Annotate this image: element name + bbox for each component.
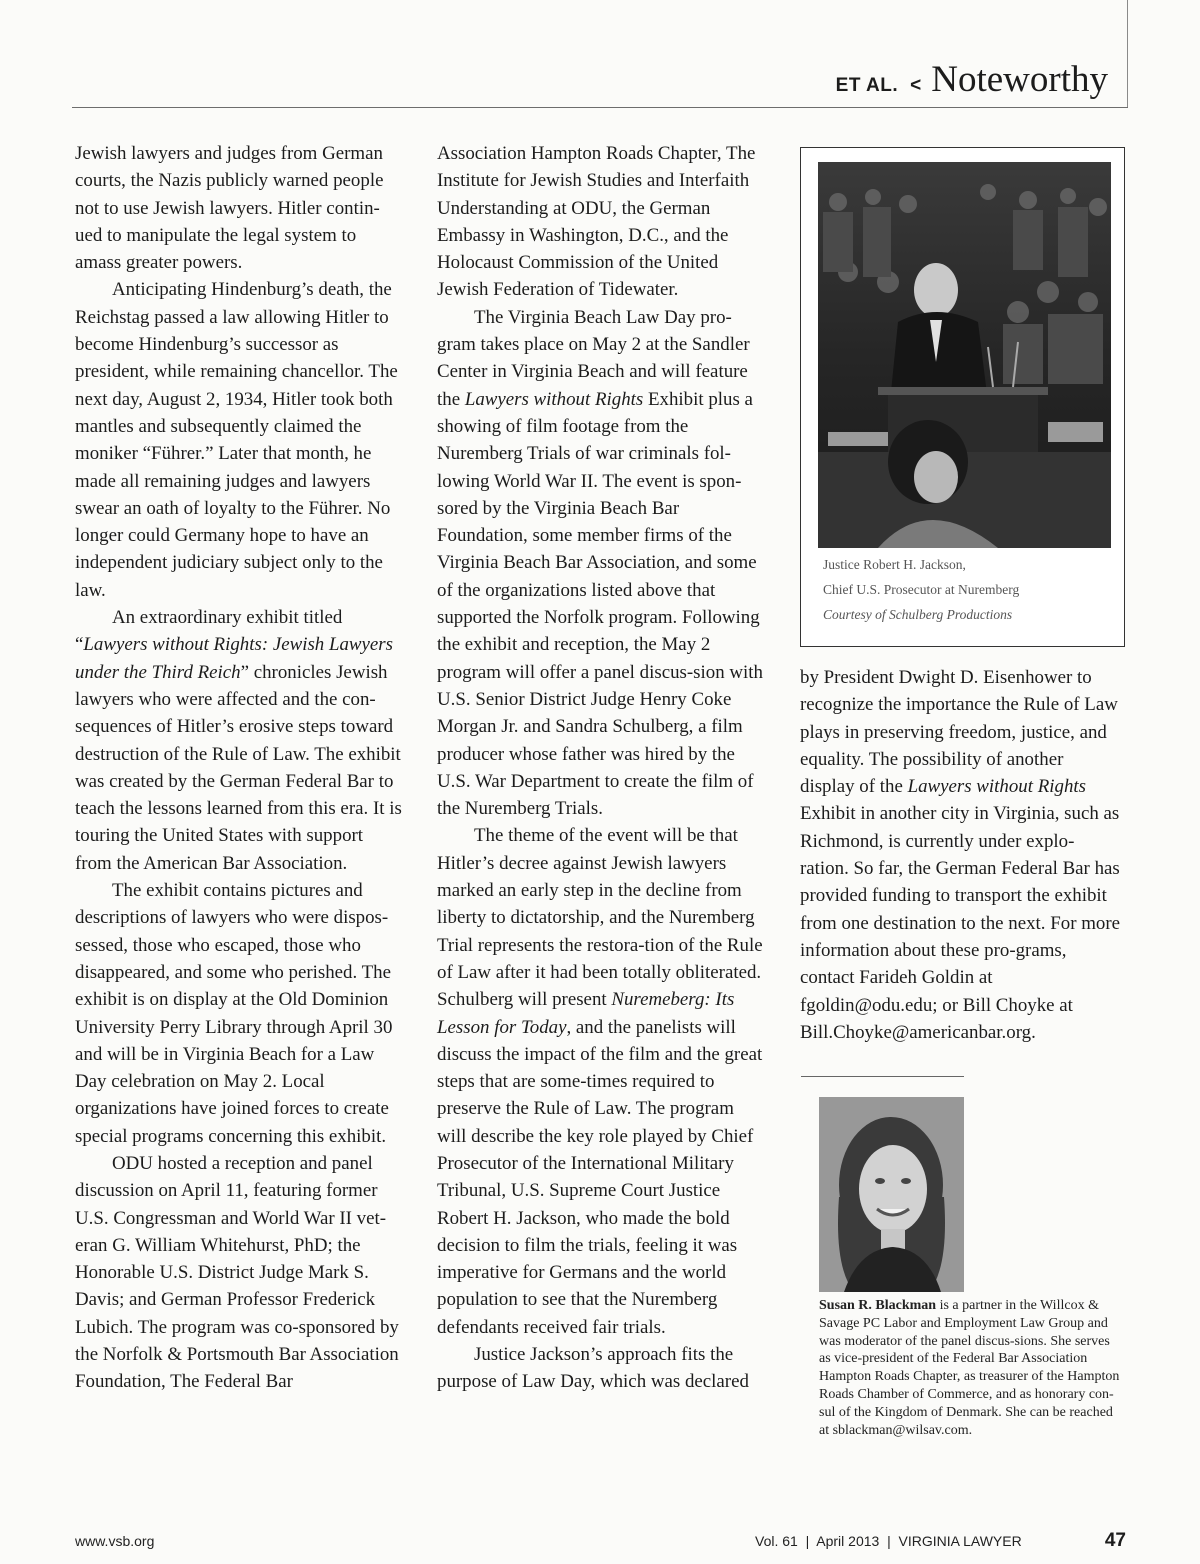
film-title: Nuremeberg: Its Lesson for Today [437,989,735,1038]
header-rule [72,107,1128,108]
paragraph: Anticipating Hindenburg’s death, the Reichstag passed a law allowing Hitler to become Hindenburg’s successor as president, while remaining chancellor. The next day, August 2, 1934, Hitler took both mantles and subsequently claimed the moniker “Führer.” Later that month, he made all remaining judges and lawyers swear an oath of loyalty to the Führer. No longer could Germany hope to have an independent judiciary subject only to the law. [75,279,398,601]
photo-box-jackson [800,147,1125,647]
author-portrait [819,1097,964,1292]
section-header [836,58,1108,101]
paragraph: Jewish lawyers and judges from German courts, the Nazis publicly warned people not to use Jewish lawyers. Hitler contin-ued to manipulate the legal system to amass greater powers. [75,143,384,274]
section-title: Noteworthy [931,59,1108,100]
nuremberg-courtroom-photo [818,162,1111,548]
paragraph: ODU hosted a reception and panel discussion on April 11, featuring former U.S. Congressman and World War II vet-eran G. William Whitehurst, PhD; the Honorable U.S. District Judge Mark S. Davis; and German Professor Frederick Lubich. The program was co-sponsored by the Norfolk & Portsmouth Bar Association Foundation, The Federal Bar [75,1152,399,1393]
chevron-left-icon: < [910,75,922,96]
article-column-2 [437,140,765,1396]
footer-volume: Vol. 61 [755,1533,798,1549]
footer-publication-name: VIRGINIA LAWYER [898,1533,1022,1549]
photo-caption-line-2: Chief U.S. Prosecutor at Nuremberg [823,582,1020,597]
article-column-1 [75,140,403,1396]
author-bio: Susan R. Blackman is a partner in the Willcox & Savage PC Labor and Employment Law Group and was moderator of the panel discus-sions. She serves as vice-president of the Federal Bar Association Hampton Roads Chapter, as treasurer of the Hampton Roads Chamber of Commerce, and as honorary con-sul of the Kingdom of Denmark. She can be reached at sblackman@wilsav.com. [819,1298,1120,1438]
header-vertical-rule [1127,0,1128,108]
footer-publication [755,1533,1022,1549]
paragraph: The Virginia Beach Law Day pro-gram takes place on May 2 at the Sandler Center in Virginia Beach and will feature the Lawyers without Rights Exhibit plus a showing of film footage from the Nuremberg Trials of war criminals fol-lowing World War II. The event is spon-sored by the Virginia Beach Bar Foundation, some member firms of the Virginia Beach Bar Association, and some of the organizations listed above that supported the Norfolk program. Following the exhibit and reception, the May 2 program will offer a panel discus-sion with U.S. Senior District Judge Henry Coke Morgan Jr. and Sandra Schulberg, a film producer whose father was hired by the U.S. War Department to create the film of the Nuremberg Trials. [437,306,763,820]
paragraph: An extraordinary exhibit titled “Lawyers without Rights: Jewish Lawyers under the Third Reich” chronicles Jewish lawyers who were affected and the con-sequences of Hitler’s erosive steps toward destruction of the Rule of Law. The exhibit was created by the German Federal Bar to teach the lessons learned from this era. It is touring the United States with support from the American Bar Association. [75,607,402,874]
footer-separator: | [805,1533,810,1549]
photo-credit: Courtesy of Schulberg Productions [823,607,1013,622]
exhibit-title: Lawyers without Rights [464,388,644,410]
paragraph: Justice Jackson’s approach fits the purpose of Law Day, which was declared [437,1344,749,1393]
paragraph: by President Dwight D. Eisenhower to recognize the importance the Rule of Law plays in preserving freedom, justice, and equality. The possibility of another display of the Lawyers without Rights Exhibit in another city in Virginia, such as Richmond, is currently under explo-ration. So far, the German Federal Bar has provided funding to transport the exhibit from one destination to the next. For more information about these pro-grams, contact Farideh Goldin at fgoldin@odu.edu; or Bill Choyke at Bill.Choyke@americanbar.org. [800,667,1121,1043]
footer-separator: | [887,1533,891,1549]
footer-date: April 2013 [816,1533,880,1549]
footer-url: www.vsb.org [75,1533,155,1549]
exhibit-title: Lawyers without Rights [907,776,1086,798]
article-column-3 [800,664,1122,1046]
paragraph: The theme of the event will be that Hitler’s decree against Jewish lawyers marked an early step in the decline from liberty to dictatorship, and the Nuremberg Trial represents the restora-tion of the Rule of Law after it had been totally obliterated. Schulberg will present Nuremeberg: Its Lesson for Today, and the panelists will discuss the impact of the film and the great steps that are some-times required to preserve the Rule of Law. The program will describe the key role played by Chief Prosecutor of the International Military Tribunal, U.S. Supreme Court Justice Robert H. Jackson, who made the bold decision to film the trials, feeling it was imperative for Germans and the world population to see that the Nuremberg defendants received fair trials. [437,825,763,1338]
exhibit-title: Lawyers without Rights: Jewish Lawyers under the Third Reich [75,634,393,683]
photo-caption-line-1: Justice Robert H. Jackson, [823,557,966,572]
paragraph: The exhibit contains pictures and descriptions of lawyers who were dispos-sessed, those who escaped, those who disappeared, and some who perished. The exhibit is on display at the Old Dominion University Perry Library through April 30 and will be in Virginia Beach for a Law Day celebration on May 2. Local organizations have joined forces to create special programs concerning this exhibit. [75,880,393,1147]
paragraph: Association Hampton Roads Chapter, The Institute for Jewish Studies and Interfaith Understanding at ODU, the German Embassy in Washington, D.C., and the Holocaust Commission of the United Jewish Federation of Tidewater. [437,143,756,301]
author-name: Susan R. Blackman [819,1298,937,1313]
page-number: 47 [1104,1530,1126,1551]
bio-divider [801,1076,964,1077]
section-label: ET AL. [835,75,899,96]
